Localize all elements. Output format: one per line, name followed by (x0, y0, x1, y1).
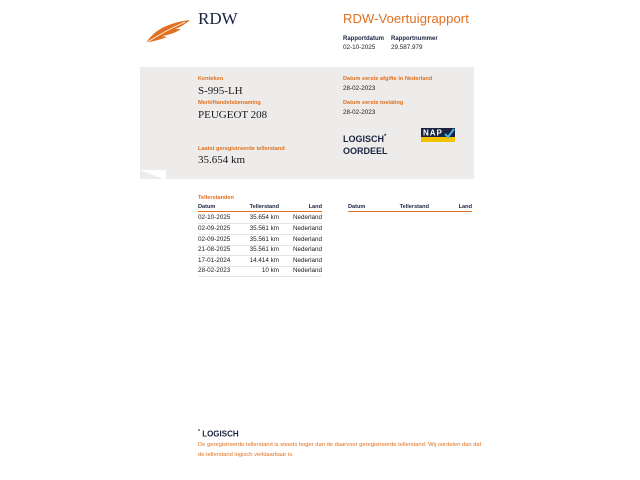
row-3-reading: 35.561 km (249, 236, 279, 243)
row-2-reading: 35.561 km (249, 225, 279, 232)
nap-label: NAP (423, 128, 443, 138)
row-3-date: 02-09-2025 (198, 236, 231, 243)
first-registration-label: Datum eerste toelating (343, 100, 404, 106)
row-1-country: Nederland (292, 214, 322, 221)
row-2-country: Nederland (292, 225, 322, 232)
table-header-rule (198, 211, 322, 212)
col-header-country-2: Land (458, 204, 472, 210)
row-4-date: 21-08-2025 (198, 246, 231, 253)
row-6-country: Nederland (292, 267, 322, 274)
make-model-label: Merk/Handelsbenaming (198, 100, 261, 106)
footnote-text: De geregistreerde tellerstand is steeds hoger dan de daarvoor geregistreerde tellerstand. Wij oordelen dan dat de tellerstand logisch verklaarbaar is. (198, 442, 482, 458)
verdict-line1: LOGISCH (343, 134, 385, 144)
col-header-reading: Tellerstand (249, 204, 279, 210)
brand-name: RDW (198, 9, 238, 28)
col-header-date-2: Datum (348, 204, 366, 210)
row-4-country: Nederland (292, 246, 322, 253)
verdict-line2: OORDEEL (343, 146, 388, 156)
verdict-mark: * (384, 134, 387, 140)
make-model-value: PEUGEOT 208 (198, 109, 268, 121)
table-row-rule (198, 223, 322, 224)
report-date: 02-10-2025 (343, 44, 376, 51)
nap-badge-icon (421, 128, 455, 142)
col-header-reading-2: Tellerstand (399, 204, 429, 210)
first-admission-value: 28-02-2023 (343, 85, 376, 92)
row-5-reading: 14.414 km (249, 257, 279, 264)
row-6-reading: 10 km (261, 267, 279, 274)
plate-value: S-995-LH (198, 85, 243, 97)
report-number-label: Rapportnummer (391, 36, 438, 42)
table-row-rule (198, 234, 322, 235)
table-header-rule-2 (348, 211, 472, 212)
row-5-date: 17-01-2024 (198, 257, 231, 264)
odometer-value: 35.654 km (198, 154, 246, 166)
first-admission-label: Datum eerste afgifte in Nederland (343, 76, 433, 82)
row-5-country: Nederland (292, 257, 322, 264)
report-title: RDW-Voertuigrapport (343, 11, 469, 26)
row-2-date: 02-09-2025 (198, 225, 231, 232)
rdw-feather-logo-icon (145, 18, 191, 44)
footnote-title-text: LOGISCH (202, 429, 239, 439)
vehicle-summary-panel (140, 67, 474, 179)
row-1-reading: 35.654 km (249, 214, 279, 221)
footnote-title (198, 429, 239, 439)
row-4-reading: 35.561 km (249, 246, 279, 253)
col-header-date: Datum (198, 204, 216, 210)
row-3-country: Nederland (292, 236, 322, 243)
panel-corner-cut (140, 170, 166, 180)
odometer-label: Laatst geregistreerde tellerstand (198, 146, 285, 152)
footnote-mark: * (198, 429, 200, 435)
table-row-rule (198, 255, 322, 256)
row-1-date: 02-10-2025 (198, 214, 231, 221)
row-6-date: 28-02-2023 (198, 267, 231, 274)
table-row-rule (198, 276, 322, 277)
report-date-label: Rapportdatum (343, 36, 384, 42)
plate-label: Kenteken (198, 76, 224, 82)
report-number: 29.587.979 (391, 44, 423, 51)
first-registration-value: 28-02-2023 (343, 109, 376, 116)
col-header-country: Land (308, 204, 322, 210)
odometer-table-title: Tellerstanden (198, 195, 234, 201)
odometer-verdict (343, 131, 388, 157)
